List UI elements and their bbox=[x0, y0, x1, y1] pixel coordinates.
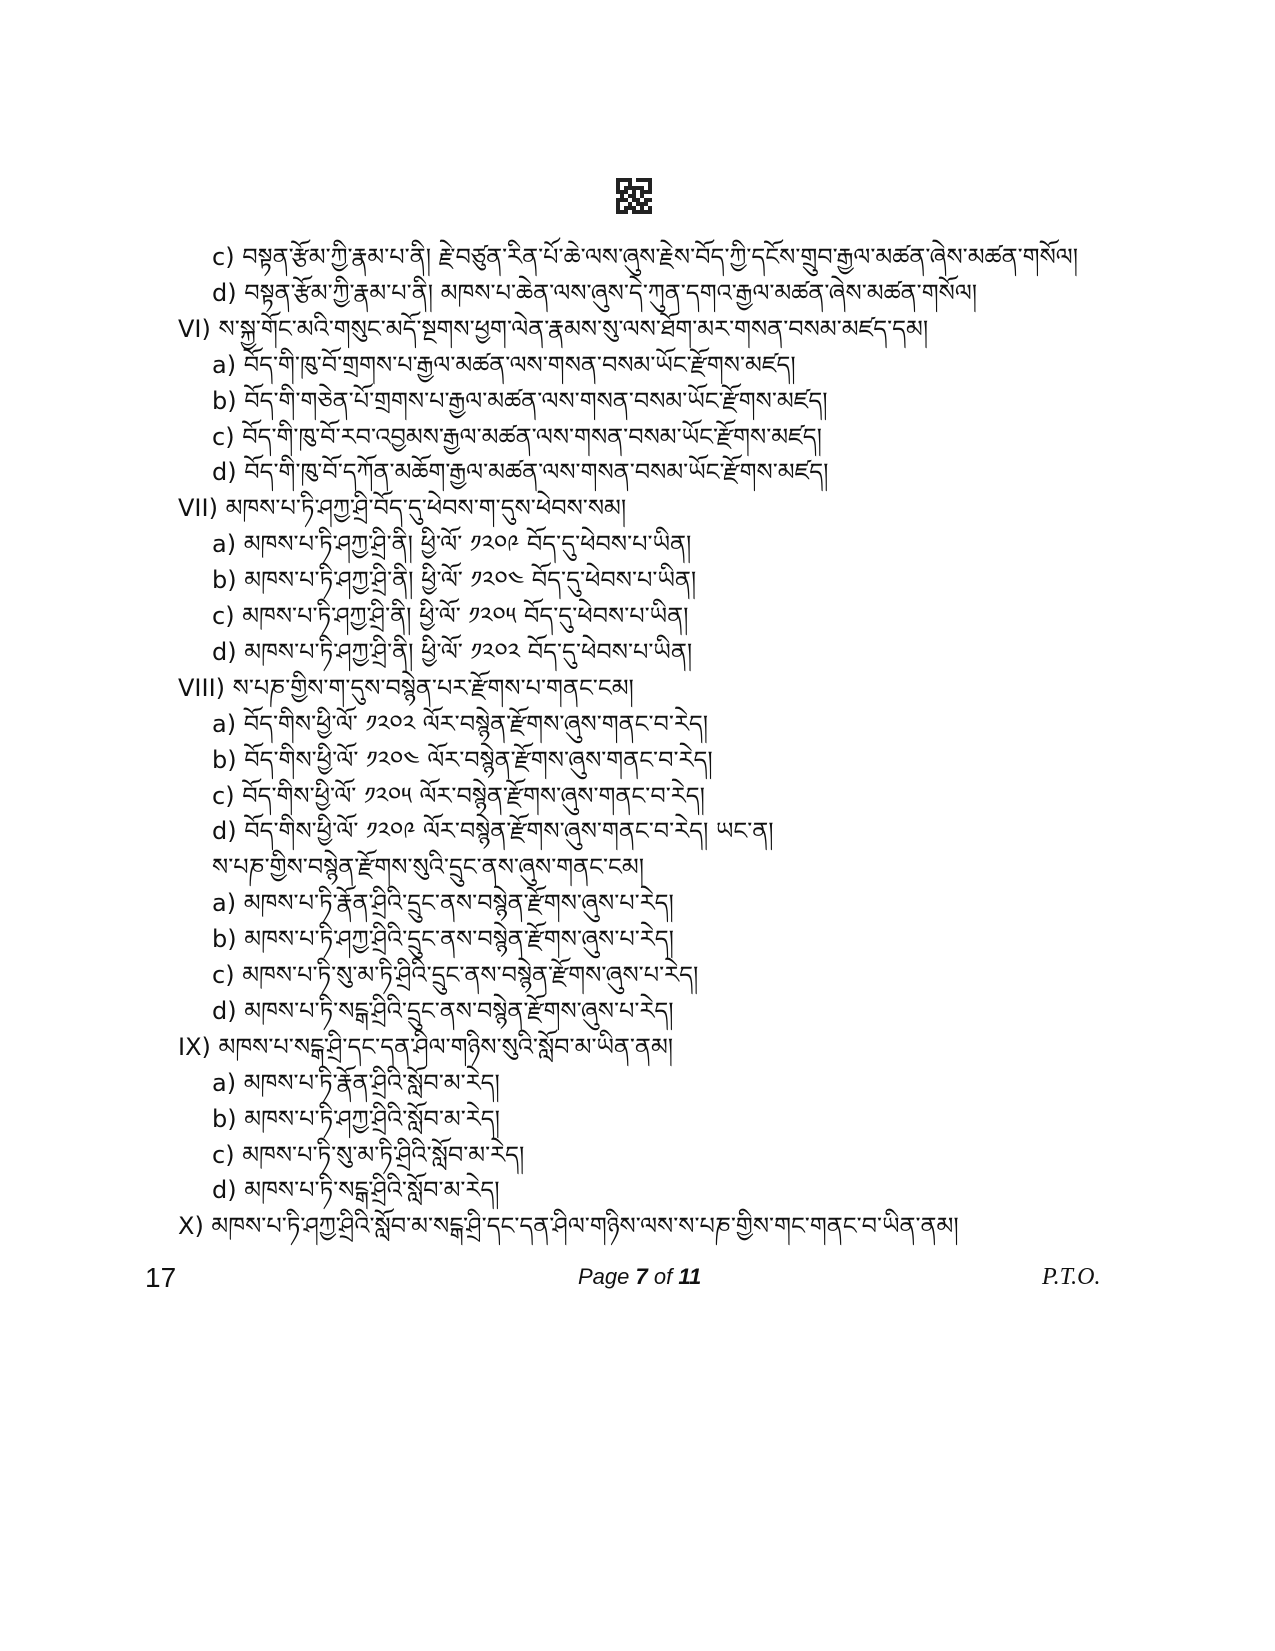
option-line: a) མཁས་པ་ཏི་རྣོན་ཤྲིའི་སློབ་མ་རེད། bbox=[212, 1069, 500, 1097]
option-line: ས་པཎ་གྱིས་བསྙེན་རྫོགས་སུའི་དྲུང་ནས་ཞུས་གནང་ངམ། bbox=[212, 853, 645, 881]
option-line: d) བོད་གི་ཁུ་བོ་དཀོན་མཆོག་རྒྱལ་མཚན་ལས་གསན་བསམ་ཡོང་རྫོགས་མཛད། bbox=[212, 458, 829, 486]
option-line: b) བོད་གིས་ཕྱི་ལོ་ ༡༢༠༤ ལོར་བསྙེན་རྫོགས་ཞུས་གནང་བ་རེད། bbox=[212, 746, 713, 774]
option-line: b) མཁས་པ་ཏི་ཤཀྱ་ཤྲིའི་དྲུང་ནས་བསྙེན་རྫོགས་ཞུས་པ་རེད། bbox=[212, 925, 674, 953]
please-turn-over: P.T.O. bbox=[1042, 1264, 1101, 1290]
option-line: c) མཁས་པ་ཏི་སུ་མ་ཏི་ཤྲིའི་དྲུང་ནས་བསྙེན་རྫོགས་ཞུས་པ་རེད། bbox=[212, 961, 699, 989]
option-line: d) མཁས་པ་ཏི་ཤཀྱ་ཤྲི་ནི། ཕྱི་ལོ་ ༡༢༠༢ བོད་དུ་ཕེབས་པ་ཡིན། bbox=[212, 638, 693, 666]
option-line: a) མཁས་པ་ཏི་རྣོན་ཤྲིའི་དྲུང་ནས་བསྙེན་རྫོགས་ཞུས་པ་རེད། bbox=[212, 889, 674, 917]
option-line: d) བོད་གིས་ཕྱི་ལོ་ ༡༢༠༩ ལོར་བསྙེན་རྫོགས་ཞུས་གནང་བ་རེད། ཡང་ན། bbox=[212, 817, 774, 845]
qr-code-icon bbox=[616, 178, 652, 214]
option-line: d) མཁས་པ་ཏི་སངྒ་ཤྲིའི་དྲུང་ནས་བསྙེན་རྫོགས་ཞུས་པ་རེད། bbox=[212, 997, 674, 1025]
question-line: VII) མཁས་པ་ཏི་ཤཀྱ་ཤྲི་བོད་དུ་ཕེབས་ག་དུས་ཕེབས་སམ། bbox=[178, 494, 627, 522]
option-line: c) མཁས་པ་ཏི་ཤཀྱ་ཤྲི་ནི། ཕྱི་ལོ་ ༡༢༠༥ བོད་དུ་ཕེབས་པ་ཡིན། bbox=[212, 602, 689, 630]
question-line: X) མཁས་པ་ཏི་ཤཀྱ་ཤྲིའི་སློབ་མ་སངྒ་ཤྲི་དང་དན་ཤིལ་གཉིས་ལས་ས་པཎ་གྱིས་གང་གནང་བ་ཡིན་ནམ། bbox=[178, 1212, 959, 1240]
option-line: a) མཁས་པ་ཏི་ཤཀྱ་ཤྲི་ནི། ཕྱི་ལོ་ ༡༢༠༩ བོད་དུ་ཕེབས་པ་ཡིན། bbox=[212, 530, 692, 558]
option-line: c) བོད་གིས་ཕྱི་ལོ་ ༡༢༠༥ ལོར་བསྙེན་རྫོགས་ཞུས་གནང་བ་རེད། bbox=[212, 782, 705, 810]
question-line: VIII) ས་པཎ་གྱིས་ག་དུས་བསྙེན་པར་རྫོགས་པ་གནང་ངམ། bbox=[178, 674, 634, 702]
option-line: c) མཁས་པ་ཏི་སུ་མ་ཏི་ཤྲིའི་སློབ་མ་རེད། bbox=[212, 1141, 525, 1169]
option-line: b) བོད་གི་གཅེན་པོ་གྲགས་པ་རྒྱལ་མཚན་ལས་གསན་བསམ་ཡོང་རྫོགས་མཛད། bbox=[212, 387, 828, 415]
option-line: d) མཁས་པ་ཏི་སངྒ་ཤྲིའི་སློབ་མ་རེད། bbox=[212, 1176, 500, 1204]
question-line: VI) ས་སྐྱ་གོང་མའི་གསུང་མདོ་སྔགས་ཕྱག་ལེན་རྣམས་སུ་ལས་ཐོག་མར་གསན་བསམ་མཛད་དམ། bbox=[178, 315, 929, 343]
page-current: 7 bbox=[635, 1264, 648, 1289]
option-line: a) བོད་གི་ཁུ་བོ་གྲགས་པ་རྒྱལ་མཚན་ལས་གསན་བསམ་ཡོང་རྫོགས་མཛད། bbox=[212, 351, 796, 379]
page-label: Page bbox=[578, 1264, 630, 1289]
page-indicator bbox=[578, 1264, 701, 1290]
option-line: c) བསྟན་རྩོམ་ཀྱི་རྣམ་པ་ནི། རྗེ་བཙུན་རིན་པོ་ཆེ་ལས་ཞུས་རྗེས་བོད་ཀྱི་དངོས་གྲུབ་རྒྱལ་མཚན་ཞེས་མཚན་གསོལ། bbox=[212, 243, 1079, 271]
paper-code: 17 bbox=[145, 1262, 177, 1293]
question-line: IX) མཁས་པ་སངྒ་ཤྲི་དང་དན་ཤིལ་གཉིས་སུའི་སློབ་མ་ཡིན་ནམ། bbox=[178, 1033, 674, 1061]
option-line: b) མཁས་པ་ཏི་ཤཀྱ་ཤྲི་ནི། ཕྱི་ལོ་ ༡༢༠༤ བོད་དུ་ཕེབས་པ་ཡིན། bbox=[212, 566, 697, 594]
option-line: c) བོད་གི་ཁུ་བོ་རབ་འབྱམས་རྒྱལ་མཚན་ལས་གསན་བསམ་ཡོང་རྫོགས་མཛད། bbox=[212, 423, 823, 451]
option-line: a) བོད་གིས་ཕྱི་ལོ་ ༡༢༠༢ ལོར་བསྙེན་རྫོགས་ཞུས་གནང་བ་རེད། bbox=[212, 710, 709, 738]
option-line: d) བསྟན་རྩོམ་ཀྱི་རྣམ་པ་ནི། མཁས་པ་ཆེན་ལས་ཞུས་དེ་ཀུན་དགའ་རྒྱལ་མཚན་ཞེས་མཚན་གསོལ། bbox=[212, 279, 978, 307]
page-of: of bbox=[653, 1264, 673, 1289]
page-total: 11 bbox=[678, 1264, 702, 1289]
option-line: b) མཁས་པ་ཏི་ཤཀྱ་ཤྲིའི་སློབ་མ་རེད། bbox=[212, 1105, 500, 1133]
